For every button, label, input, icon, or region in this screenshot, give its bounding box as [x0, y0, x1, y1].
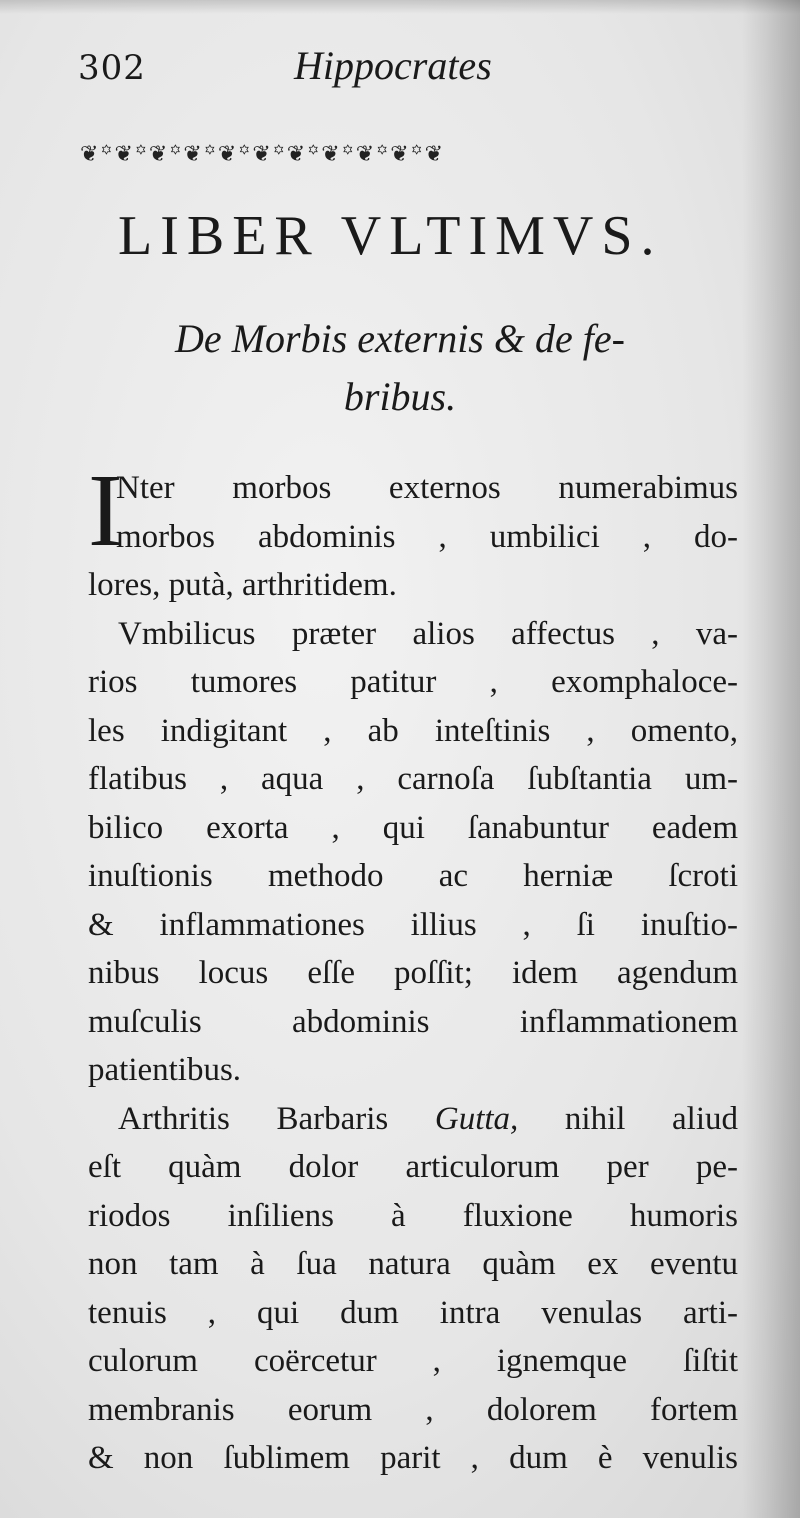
subtitle-line-2: bribus. [343, 374, 457, 419]
text-line: membranis eorum , dolorem fortem [88, 1391, 738, 1428]
text-line: riodos inſiliens à fluxione humoris [88, 1197, 738, 1234]
body-text [88, 453, 738, 1483]
text-line: muſculis abdominis inflammationem [88, 1003, 738, 1040]
running-head [78, 42, 718, 92]
text-segment: Arthritis Barbaris [118, 1100, 435, 1137]
text-line: Vmbilicus præter alios affectus , va- [118, 615, 738, 652]
italic-term: Gutta, [434, 1100, 519, 1137]
text-line: inuſtionis methodo ac herniæ ſcroti [88, 858, 738, 894]
text-line: flatibus , aqua , carnoſa ſubſtantia um- [88, 761, 738, 797]
text-line [88, 1095, 738, 1144]
ornamental-border: ❦꙳❦꙳❦꙳❦꙳❦꙳❦꙳❦꙳❦꙳❦꙳❦꙳❦ [80, 142, 446, 167]
text-line: bilico exorta , qui ſanabuntur eadem [88, 809, 738, 846]
text-line: nibus locus eſſe poſſit; idem agendum [88, 955, 738, 991]
page-gutter-shadow [742, 0, 800, 1518]
text-line: tenuis , qui dum intra venulas arti- [88, 1294, 738, 1331]
subtitle-line-1: De Morbis externis & de fe- [175, 316, 625, 361]
running-title: Hippocrates [294, 43, 492, 88]
text-line: non tam à ſua natura quàm ex eventu [88, 1246, 738, 1282]
text-line: morbos abdominis , umbilici , do- [116, 518, 738, 555]
page-number: 302 [78, 48, 146, 88]
text-line: eſt quàm dolor articulorum per pe- [88, 1149, 738, 1185]
chapter-subtitle [100, 310, 700, 426]
text-line: patientibus. [88, 1052, 242, 1088]
text-line: culorum coërcetur , ignemque ſiſtit [88, 1343, 738, 1379]
text-line: les indigitant , ab inteſtinis , omento, [88, 712, 738, 749]
text-line: & non ſublimem parit , dum è venulis [88, 1440, 738, 1476]
book-title: LIBER VLTIMVS. [118, 205, 663, 267]
text-line: lores, putà, arthritidem. [88, 567, 397, 603]
drop-cap: I [88, 453, 123, 568]
text-line: Nter morbos externos numerabimus [116, 470, 738, 506]
page-top-shadow [0, 0, 800, 14]
text-line: & inflammationes illius , ſi inuſtio- [88, 906, 738, 943]
text-line: rios tumores patitur , exomphaloce- [88, 664, 738, 700]
text-segment: nihil aliud [518, 1100, 738, 1137]
